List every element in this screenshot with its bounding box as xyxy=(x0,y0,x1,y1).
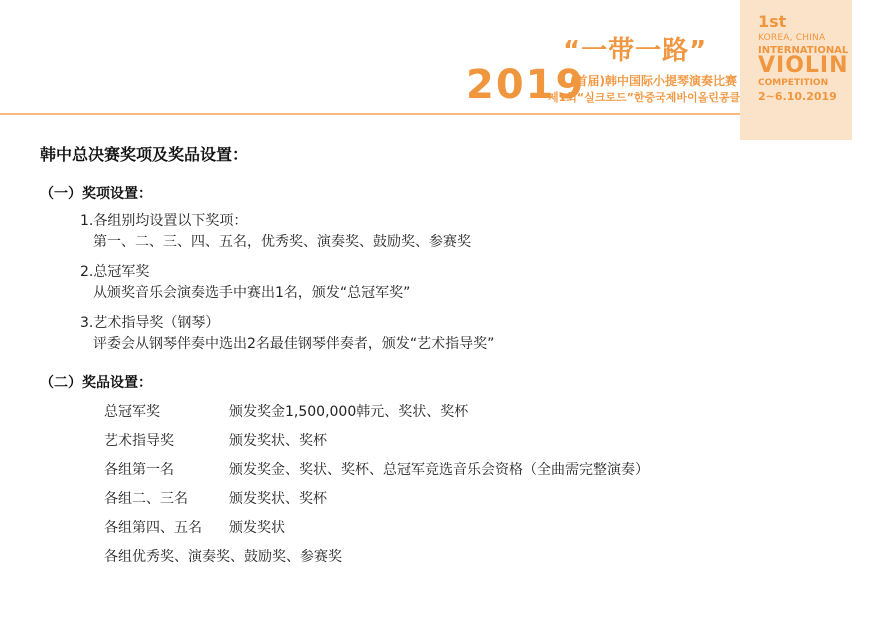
prize-name: 各组优秀奖、演奏奖、鼓励奖、参赛奖 xyxy=(104,549,342,565)
prize-desc: 颁发奖状 xyxy=(229,520,285,536)
competition-title-cn: (首届)韩中国际小提琴演奏比赛 xyxy=(570,74,737,88)
badge-line3: VIOLIN xyxy=(758,53,849,78)
award-item-3-head: 3.艺术指导奖（钢琴） xyxy=(80,315,220,331)
competition-badge xyxy=(740,0,852,140)
award-item-2-body: 从颁奖音乐会演奏选手中赛出1名，颁发“总冠军奖” xyxy=(93,285,411,301)
award-item-1-body: 第一、二、三、四、五名，优秀奖、演奏奖、鼓励奖、参赛奖 xyxy=(93,234,471,250)
page-title: 韩中总决赛奖项及奖品设置： xyxy=(40,145,249,164)
year: 2019 xyxy=(466,62,586,108)
slogan: “一带一路” xyxy=(563,36,708,66)
page-header xyxy=(0,0,870,140)
prize-desc: 颁发奖金、奖状、奖杯、总冠军竞选音乐会资格（全曲需完整演奏） xyxy=(229,462,649,478)
award-item-2-head: 2.总冠军奖 xyxy=(80,264,150,280)
prize-name: 总冠军奖 xyxy=(104,404,160,420)
header-divider xyxy=(0,113,740,115)
badge-dates: 2~6.10.2019 xyxy=(758,90,837,103)
award-item-1-head: 1.各组别均设置以下奖项： xyxy=(80,213,248,229)
competition-title-kr: 제1회“실크로드”한중국제바이올린콩클 xyxy=(548,91,741,104)
prize-desc: 颁发奖状、奖杯 xyxy=(229,433,327,449)
badge-line4: COMPETITION xyxy=(758,78,829,88)
badge-edition: 1st xyxy=(758,12,787,31)
award-item-3-body: 评委会从钢琴伴奏中选出2名最佳钢琴伴奏者，颁发“艺术指导奖” xyxy=(93,336,495,352)
section-awards-title: （一）奖项设置： xyxy=(40,186,152,202)
prize-desc: 颁发奖金1,500,000韩元、奖状、奖杯 xyxy=(229,404,469,420)
section-prizes-title: （二）奖品设置： xyxy=(40,375,152,391)
prize-name: 各组第四、五名 xyxy=(104,520,202,536)
badge-line2: INTERNATIONAL xyxy=(758,45,849,56)
prize-desc: 颁发奖状、奖杯 xyxy=(229,491,327,507)
prize-name: 各组二、三名 xyxy=(104,491,188,507)
prize-name: 各组第一名 xyxy=(104,462,174,478)
prize-name: 艺术指导奖 xyxy=(104,433,174,449)
badge-line1: KOREA, CHINA xyxy=(758,33,826,43)
